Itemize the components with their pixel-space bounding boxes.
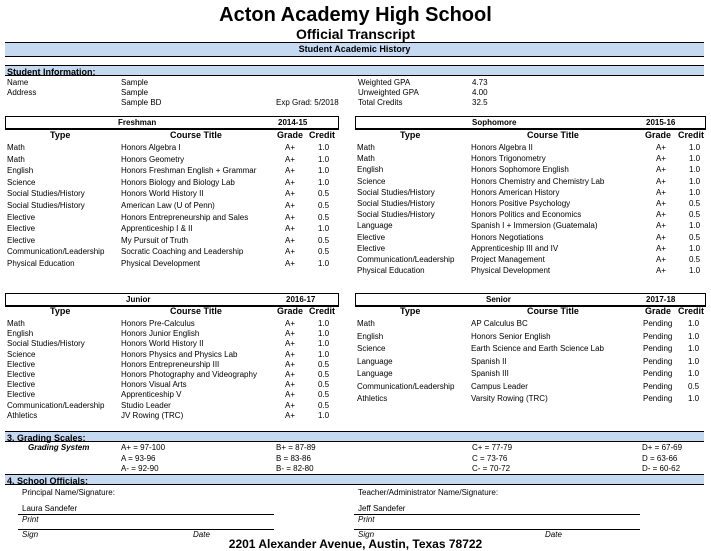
name-value: Sample (121, 78, 149, 87)
name-label: Name (7, 78, 29, 87)
column-header-credit: Credit (309, 306, 336, 316)
course-grade: A+ (285, 400, 296, 410)
course-title: Honors Negotiations (471, 232, 544, 242)
sophomore-header (355, 116, 706, 130)
course-type: Math (357, 143, 375, 152)
course-title: Honors Junior English (121, 329, 200, 339)
unweighted-gpa-value: 4.00 (472, 88, 488, 97)
course-credit: 1.0 (689, 176, 701, 186)
course-title: Honors Entrepreneurship and Sales (121, 212, 249, 222)
course-type: Elective (357, 232, 386, 242)
course-credit: 1.0 (318, 339, 330, 349)
course-title: Honors Freshman English + Grammar (121, 166, 257, 176)
course-grade: A+ (656, 199, 667, 208)
course-type: Communication/Leadership (7, 247, 105, 257)
year-name: Senior (486, 295, 511, 304)
course-type: Athletics (357, 394, 388, 403)
junior-header (5, 293, 339, 307)
grade-scale-entry: C- = 70-72 (472, 464, 511, 473)
course-credit: 0.5 (318, 380, 330, 390)
course-title: JV Rowing (TRC) (121, 410, 184, 420)
course-type: Elective (7, 380, 36, 390)
course-type: Science (7, 349, 36, 359)
school-name: Acton Academy High School (219, 4, 492, 26)
course-grade: A+ (285, 359, 296, 369)
year-name: Sophomore (472, 118, 517, 127)
course-title: Honors Biology and Biology Lab (121, 177, 235, 187)
column-header-credit: Credit (309, 130, 336, 140)
course-credit: 1.0 (318, 319, 330, 328)
course-type: Elective (7, 235, 36, 245)
course-credit: 1.0 (318, 224, 330, 234)
column-header-course: Course Title (170, 130, 222, 140)
course-title: Honors Algebra II (471, 143, 533, 152)
course-type: Math (357, 319, 375, 328)
course-grade: A+ (285, 224, 296, 234)
course-type: Language (357, 221, 393, 231)
academic-history-bar: Student Academic History (5, 42, 704, 57)
course-credit: 0.5 (318, 212, 330, 222)
course-type: Language (357, 356, 393, 366)
course-title: Apprenticeship V (121, 390, 182, 400)
course-title: Honors Photography and Videography (121, 370, 257, 379)
teacher-print-line (354, 514, 640, 515)
course-type: Elective (7, 370, 36, 379)
course-type: Social Studies/History (357, 187, 435, 197)
principal-label: Principal Name/Signature: (22, 488, 115, 497)
year-span: 2015-16 (646, 118, 676, 127)
course-title: Honors Geometry (121, 154, 185, 164)
course-type: Elective (7, 390, 36, 400)
course-type: Social Studies/History (7, 189, 85, 199)
course-type: English (357, 331, 384, 341)
course-type: Math (7, 319, 25, 328)
course-title: Honors Visual Arts (121, 380, 187, 390)
course-title: Honors World History II (121, 189, 204, 199)
course-type: Language (357, 369, 393, 378)
course-grade: A+ (285, 166, 296, 176)
course-title: Honors Algebra I (121, 143, 181, 152)
unweighted-gpa-label: Unweighted GPA (358, 88, 419, 97)
course-grade: A+ (656, 255, 667, 264)
course-credit: 0.5 (689, 255, 701, 264)
course-credit: 0.5 (318, 201, 330, 210)
course-credit: 1.0 (318, 154, 330, 164)
course-credit: 0.5 (689, 232, 701, 242)
course-credit: 1.0 (688, 331, 700, 341)
grade-scale-entry: D- = 60-62 (642, 464, 681, 473)
column-header-type: Type (50, 130, 71, 140)
principal-date-label: Date (193, 530, 210, 539)
course-grade: Pending (643, 319, 673, 328)
course-title: American Law (U of Penn) (121, 201, 215, 210)
course-grade: A+ (285, 370, 296, 379)
course-grade: Pending (643, 344, 673, 353)
course-grade: A+ (656, 154, 667, 164)
course-grade: Pending (643, 331, 673, 341)
course-grade: Pending (643, 381, 673, 391)
course-credit: 1.0 (688, 344, 700, 353)
grading-scales-header: 3. Grading Scales: (5, 431, 704, 442)
course-type: Science (7, 177, 36, 187)
course-credit: 0.5 (318, 235, 330, 245)
course-title: Physical Development (471, 266, 551, 276)
course-credit: 1.0 (318, 259, 330, 268)
course-grade: A+ (285, 189, 296, 199)
total-credits-label: Total Credits (358, 98, 403, 107)
course-credit: 0.5 (318, 390, 330, 400)
course-title: Varsity Rowing (TRC) (471, 394, 548, 403)
course-grade: A+ (656, 143, 667, 152)
course-grade: A+ (656, 243, 667, 253)
grade-scale-entry: D = 63-66 (642, 453, 678, 463)
course-credit: 1.0 (689, 165, 701, 175)
course-title: Socratic Coaching and Leadership (121, 247, 244, 257)
freshman-header (5, 116, 339, 130)
course-title: Honors American History (471, 187, 560, 197)
course-credit: 0.5 (318, 359, 330, 369)
course-credit: 0.5 (689, 199, 701, 208)
total-credits-value: 32.5 (472, 98, 488, 107)
course-type: English (7, 166, 34, 176)
teacher-print-label: Print (358, 515, 375, 524)
course-grade: Pending (643, 394, 673, 403)
course-credit: 1.0 (318, 143, 330, 152)
year-span: 2014-15 (278, 118, 308, 127)
grade-scale-entry: B+ = 87-89 (276, 443, 316, 452)
course-title: Spanish I + Immersion (Guatemala) (471, 221, 598, 231)
column-header-grade: Grade (277, 130, 304, 140)
grading-system-label: Grading System (28, 443, 90, 452)
year-name: Junior (126, 295, 151, 304)
grade-scale-entry: A- = 92-90 (121, 464, 159, 473)
course-grade: A+ (656, 210, 667, 220)
course-credit: 1.0 (318, 177, 330, 187)
birthdate-value: Sample BD (121, 98, 162, 107)
course-type: Math (7, 154, 25, 164)
course-type: Social Studies/History (7, 339, 85, 349)
course-grade: A+ (285, 177, 296, 187)
course-credit: 1.0 (688, 356, 700, 366)
course-title: Honors Positive Psychology (471, 199, 571, 208)
course-grade: A+ (285, 201, 296, 210)
course-title: Physical Development (121, 259, 201, 268)
year-span: 2016-17 (286, 295, 316, 304)
principal-print-line (18, 514, 274, 515)
course-credit: 1.0 (318, 166, 330, 176)
course-grade: A+ (285, 154, 296, 164)
grade-scale-entry: A = 93-96 (121, 453, 156, 463)
course-credit: 0.5 (318, 189, 330, 199)
course-type: Science (357, 176, 386, 186)
teacher-name: Jeff Sandefer (358, 504, 406, 513)
weighted-gpa-label: Weighted GPA (358, 78, 411, 87)
teacher-sign-label: Sign (358, 530, 375, 539)
course-type: Elective (7, 224, 36, 234)
course-title: Spanish III (471, 369, 509, 378)
column-header-course: Course Title (170, 306, 222, 316)
course-type: English (357, 165, 384, 175)
course-type: Elective (357, 243, 386, 253)
column-header-type: Type (400, 306, 421, 316)
column-header-credit: Credit (678, 130, 705, 140)
course-grade: A+ (285, 235, 296, 245)
expected-graduation: Exp Grad: 5/2018 (276, 98, 339, 107)
course-title: My Pursuit of Truth (121, 235, 189, 245)
teacher-sign-line (354, 529, 640, 530)
course-title: Honors Trigonometry (471, 154, 546, 164)
course-credit: 1.0 (688, 369, 700, 378)
course-grade: A+ (656, 165, 667, 175)
course-type: English (7, 329, 34, 339)
course-title: Honors Sophomore English (471, 165, 569, 175)
course-credit: 1.0 (689, 187, 701, 197)
course-type: Communication/Leadership (357, 381, 455, 391)
course-title: Campus Leader (471, 381, 528, 391)
course-grade: A+ (285, 380, 296, 390)
course-credit: 1.0 (689, 266, 701, 276)
course-title: Apprenticeship I & II (121, 224, 193, 234)
column-header-course: Course Title (527, 306, 579, 316)
grade-scale-entry: D+ = 67-69 (642, 443, 683, 452)
document-title: Official Transcript (295, 26, 416, 42)
course-title: AP Calculus BC (471, 319, 528, 328)
course-grade: A+ (285, 390, 296, 400)
course-title: Spanish II (471, 356, 507, 366)
grade-scale-entry: A+ = 97-100 (121, 443, 166, 452)
course-type: Math (357, 154, 375, 164)
course-type: Physical Education (7, 259, 75, 268)
course-type: Athletics (7, 410, 38, 420)
course-type: Science (357, 344, 386, 353)
course-grade: A+ (656, 187, 667, 197)
course-title: Honors Entrepreneurship III (121, 359, 220, 369)
course-credit: 1.0 (688, 394, 700, 403)
course-title: Honors World History II (121, 339, 204, 349)
course-type: Math (7, 143, 25, 152)
course-credit: 0.5 (318, 370, 330, 379)
course-type: Elective (7, 212, 36, 222)
course-type: Communication/Leadership (357, 255, 455, 264)
course-type: Elective (7, 359, 36, 369)
year-span: 2017-18 (646, 295, 676, 304)
column-header-credit: Credit (678, 306, 705, 316)
course-credit: 1.0 (318, 410, 330, 420)
course-title: Earth Science and Earth Science Lab (471, 344, 604, 353)
course-title: Honors Physics and Physics Lab (121, 349, 238, 359)
course-credit: 1.0 (318, 329, 330, 339)
course-type: Social Studies/History (357, 199, 435, 208)
course-credit: 1.0 (689, 143, 701, 152)
course-grade: A+ (285, 410, 296, 420)
column-header-grade: Grade (277, 306, 304, 316)
senior-header (355, 293, 706, 307)
weighted-gpa-value: 4.73 (472, 78, 488, 87)
course-credit: 1.0 (689, 221, 701, 231)
course-credit: 1.0 (689, 243, 701, 253)
course-credit: 1.0 (318, 349, 330, 359)
course-credit: 0.5 (318, 247, 330, 257)
principal-sign-line (18, 529, 274, 530)
school-officials-header: 4. School Officials: (5, 474, 704, 485)
grade-scale-entry: B- = 82-80 (276, 464, 314, 473)
course-grade: A+ (285, 349, 296, 359)
course-title: Project Management (471, 255, 545, 264)
school-address: 2201 Alexander Avenue, Austin, Texas 78722 (228, 537, 483, 551)
course-credit: 0.5 (318, 400, 330, 410)
course-title: Honors Pre-Calculus (121, 319, 195, 328)
column-header-grade: Grade (645, 306, 672, 316)
course-title: Apprenticeship III and IV (471, 243, 559, 253)
course-credit: 0.5 (689, 210, 701, 220)
course-credit: 0.5 (688, 381, 700, 391)
course-grade: A+ (656, 176, 667, 186)
course-credit: 1.0 (688, 319, 700, 328)
course-grade: A+ (656, 266, 667, 276)
course-grade: A+ (285, 143, 296, 152)
grade-scale-entry: C = 73-76 (472, 453, 508, 463)
course-title: Honors Politics and Economics (471, 210, 582, 220)
grade-scale-entry: B = 83-86 (276, 453, 311, 463)
column-header-course: Course Title (527, 130, 579, 140)
teacher-label: Teacher/Administrator Name/Signature: (358, 488, 499, 497)
course-grade: Pending (643, 356, 673, 366)
course-grade: A+ (285, 319, 296, 328)
course-grade: A+ (656, 221, 667, 231)
course-title: Honors Senior English (471, 331, 551, 341)
column-header-type: Type (400, 130, 421, 140)
course-type: Communication/Leadership (7, 400, 105, 410)
course-grade: A+ (285, 212, 296, 222)
course-title: Studio Leader (121, 400, 171, 410)
address-label: Address (7, 88, 37, 97)
principal-sign-label: Sign (22, 530, 39, 539)
column-header-type: Type (50, 306, 71, 316)
course-title: Honors Chemistry and Chemistry Lab (471, 176, 605, 186)
student-info-header: Student Information: (5, 65, 704, 76)
course-type: Social Studies/History (357, 210, 435, 220)
principal-name: Laura Sandefer (22, 504, 78, 513)
address-value: Sample (121, 88, 149, 97)
column-header-grade: Grade (645, 130, 672, 140)
year-name: Freshman (118, 118, 157, 127)
course-grade: A+ (656, 232, 667, 242)
course-credit: 1.0 (689, 154, 701, 164)
course-grade: A+ (285, 259, 296, 268)
course-grade: A+ (285, 247, 296, 257)
grade-scale-entry: C+ = 77-79 (472, 443, 513, 452)
course-grade: Pending (643, 369, 673, 378)
course-type: Physical Education (357, 266, 425, 276)
course-grade: A+ (285, 339, 296, 349)
teacher-date-label: Date (545, 530, 562, 539)
course-type: Social Studies/History (7, 201, 85, 210)
principal-print-label: Print (22, 515, 39, 524)
course-grade: A+ (285, 329, 296, 339)
